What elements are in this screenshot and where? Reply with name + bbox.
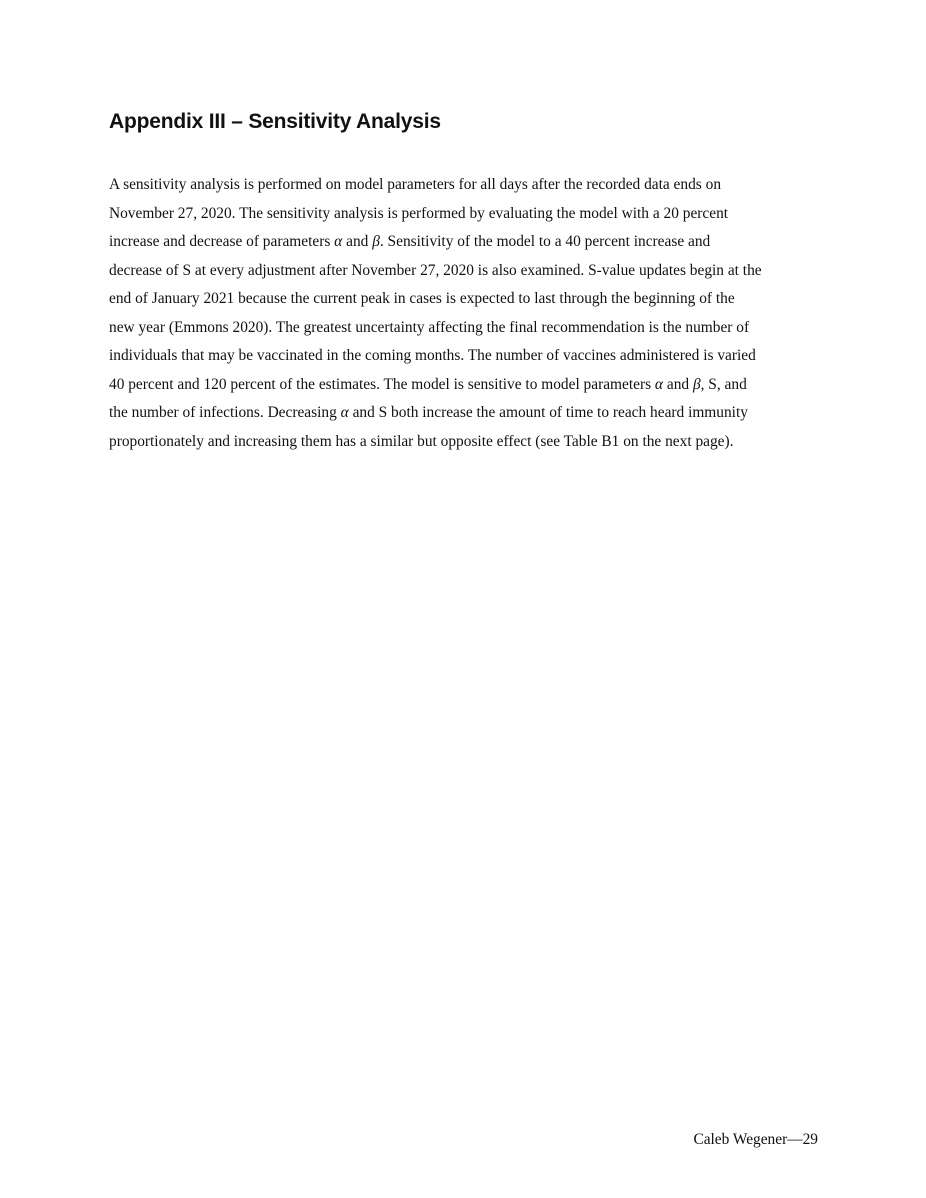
beta-symbol: β <box>372 233 380 250</box>
alpha-symbol: α <box>334 233 343 250</box>
paragraph-line: decrease of S at every adjustment after November 27, 2020 is also examined. S-value updates begin at the <box>109 261 762 279</box>
page-footer: Caleb Wegener—29 <box>693 1131 818 1148</box>
paragraph-line: individuals that may be vaccinated in the coming months. The number of vaccines administered is varied <box>109 347 756 364</box>
alpha-symbol: α <box>654 375 664 393</box>
paragraph-line <box>109 399 824 428</box>
text-run: and S both increase the amount of time to reach heard immunity <box>348 404 748 421</box>
paragraph-line: proportionately and increasing them has a similar but opposite effect (see Table B1 on the next page). <box>109 432 734 450</box>
text-run: increase and decrease of parameters <box>109 233 335 250</box>
paragraph-line <box>109 371 824 400</box>
beta-symbol: β <box>692 375 701 393</box>
text-run: 40 percent and 120 percent of the estimates. The model is sensitive to model parameters <box>109 375 655 393</box>
body-paragraph <box>109 171 824 456</box>
paragraph-line: new year (Emmons 2020). The greatest uncertainty affecting the final recommendation is the number of <box>109 318 750 336</box>
paragraph-line: A sensitivity analysis is performed on model parameters for all days after the recorded data ends on <box>109 176 722 193</box>
text-run: . Sensitivity of the model to a 40 percent increase and <box>379 233 711 250</box>
text-run: , S, and <box>700 375 747 393</box>
text-run: and <box>342 233 373 250</box>
text-run: and <box>663 375 693 393</box>
text-run: the number of infections. Decreasing <box>109 404 341 421</box>
paragraph-line: end of January 2021 because the current peak in cases is expected to last through the beginning of the <box>109 290 735 307</box>
paragraph-line: November 27, 2020. The sensitivity analysis is performed by evaluating the model with a 20 percent <box>109 204 729 222</box>
paragraph-line <box>109 228 824 257</box>
alpha-symbol: α <box>340 404 349 421</box>
page-title: Appendix III – Sensitivity Analysis <box>109 110 441 133</box>
